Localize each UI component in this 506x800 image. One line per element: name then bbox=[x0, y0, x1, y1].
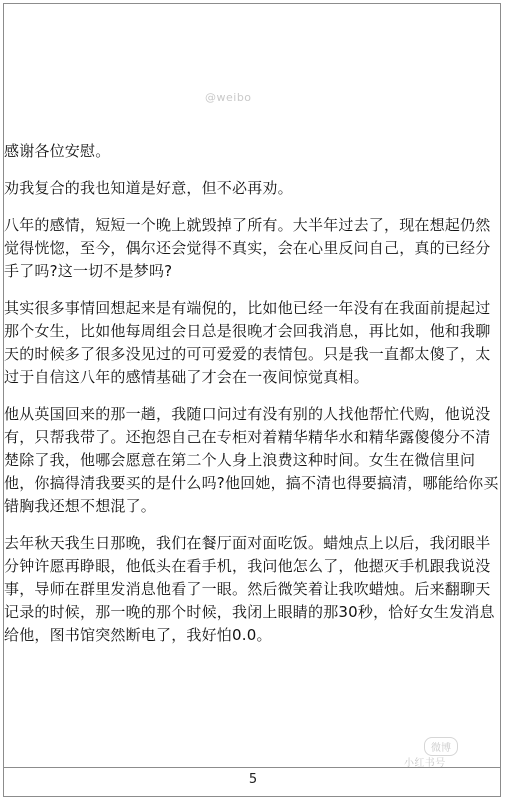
paragraph: 劝我复合的我也知道是好意，但不必再劝。 bbox=[4, 179, 293, 197]
paragraph: 感谢各位安慰。 bbox=[4, 142, 111, 160]
paragraph: 去年秋天我生日那晚，我们在餐厅面对面吃饭。蜡烛点上以后，我闭眼半分钟许愿再睁眼，他低头在看手机，我问他怎么了，他摁灭手机跟我说没事，导师在群里发消息他看了一眼。然后微笑着让我吹蜡烛。后来翻聊天记录的时候，那一晚的那个时候，我闭上眼睛的那30秒，恰好女生发消息给他，图书馆突然断电了，我好怕0.0。 bbox=[4, 534, 495, 644]
watermark-badge: 微博 bbox=[424, 737, 458, 756]
paragraph: 他从英国回来的那一趟，我随口问过有没有别的人找他帮忙代购，他说没有，只帮我带了。还抱怨自己在专柜对着精华精华水和精华露傻傻分不清楚除了我，他哪会愿意在第二个人身上浪费这种时间。女生在微信里问他，你搞得清我要买的是什么吗?他回她，搞不清也得要搞清，哪能给你买错胸我还想不想混了。 bbox=[4, 405, 499, 515]
page-number: 5 bbox=[248, 772, 258, 787]
document-body bbox=[4, 140, 500, 661]
paragraph: 其实很多事情回想起来是有端倪的，比如他已经一年没有在我面前提起过那个女生，比如他每周组会日总是很晚才会回我消息，再比如，他和我聊天的时候多了很多没见过的可可爱爱的表情包。只是我一直都太傻了，太过于自信这八年的感情基础了才会在一夜间惊觉真相。 bbox=[4, 299, 491, 386]
watermark-mark: @weibo bbox=[205, 91, 252, 104]
watermark-corner: 小红书号 bbox=[404, 758, 446, 769]
paragraph: 八年的感情，短短一个晚上就毁掉了所有。大半年过去了，现在想起仍然觉得恍惚，至今，偶尔还会觉得不真实，会在心里反问自己，真的已经分手了吗?这一切不是梦吗? bbox=[4, 216, 491, 280]
